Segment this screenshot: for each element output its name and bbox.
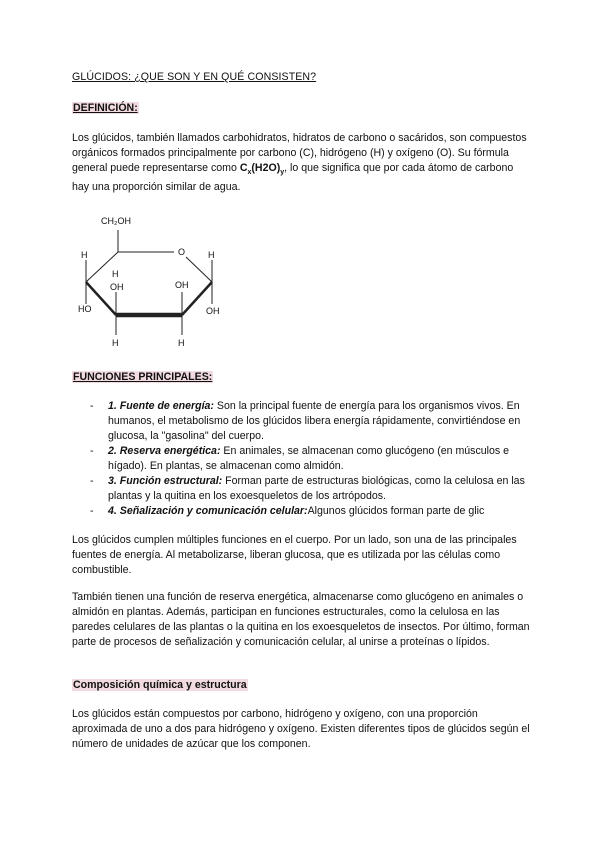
- list-bullet: -: [90, 400, 94, 412]
- funciones-heading: [72, 370, 213, 385]
- list-item: [90, 399, 535, 444]
- label-ch2oh: CH₂OH: [101, 216, 131, 226]
- label-h-bottom-right: H: [178, 338, 185, 348]
- list-item-term: 4. Señalización y comunicación celular:: [108, 505, 308, 517]
- list-item: [90, 504, 535, 519]
- list-bullet: -: [90, 445, 94, 457]
- composicion-paragraph: Los glúcidos están compuestos por carbono, hidrógeno y oxígeno, con una proporción aproximada de uno a dos para hidrógeno y oxígeno. Existen diferentes tipos de glúcidos según el número de unidades de azúcar que los componen.: [72, 708, 530, 750]
- label-h-bottom-left: H: [112, 338, 119, 348]
- definicion-paragraph: [72, 131, 532, 195]
- list-bullet: -: [90, 475, 94, 487]
- definicion-text-part-1: Los glúcidos, también llamados carbohidratos, hidratos de carbono o sacáridos, son compuestos orgánicos formados principalmente por carbono (C), hidrógeno (H) y oxígeno (O). Su fórmula general puede representarse como: [72, 132, 527, 174]
- formula-c: C: [239, 162, 248, 174]
- list-item-text: Forman parte de estructuras biológicas, como la celulosa en las plantas y la quitina en los exoesqueletos de los artrópodos.: [108, 475, 525, 502]
- definicion-text-part-2: , lo que significa que por cada átomo de carbono hay una proporción similar de agua.: [72, 162, 514, 194]
- label-h-inner: H: [112, 269, 119, 279]
- list-item: [90, 474, 535, 504]
- composicion-heading: [72, 678, 248, 693]
- funciones-list: [90, 399, 535, 519]
- formula-h2o: (H2O): [251, 162, 281, 174]
- composicion-heading-text: Composición química y estructura: [73, 679, 247, 691]
- reserva-paragraph: También tienen una función de reserva energética, almacenarse como glucógeno en animales o almidón en plantas. Además, participan en funciones estructurales, como la celulosa en las paredes celulares de las plantas o la quitina en los exoesqueletos de insectos. Por último, forman parte de procesos de señalización y comunicación celular, al unirse a proteínas o lípidos.: [72, 591, 530, 648]
- funciones-summary-paragraph: Los glúcidos cumplen múltiples funciones en el cuerpo. Por un lado, son una de las principales fuentes de energía. Al metabolizarse, liberan glucosa, que es utilizada por las células como combustible.: [72, 534, 517, 576]
- list-item-term: 1. Fuente de energía:: [108, 400, 214, 412]
- glucose-ring-diagram: [72, 208, 242, 360]
- formula-x: x: [247, 169, 252, 177]
- list-item-term: 3. Función estructural:: [108, 475, 223, 487]
- label-oh-c4: OH: [110, 282, 124, 292]
- list-item-text: Son la principal fuente de energía para los organismos vivos. En humanos, el metabolismo de los glúcidos libera energía rápidamente, convirtiéndose en glucosa, la "gasolina" del cuerpo.: [108, 400, 521, 442]
- document-title: GLÚCIDOS: ¿QUE SON Y EN QUÉ CONSISTEN?: [72, 71, 317, 83]
- definicion-heading-text: DEFINICIÓN:: [73, 102, 138, 114]
- label-oh-c3: OH: [175, 280, 189, 290]
- formula-y: y: [280, 169, 285, 177]
- label-ring-oxygen: O: [178, 247, 186, 257]
- list-item-term: 2. Reserva energética:: [108, 445, 221, 457]
- label-ho: HO: [78, 304, 92, 314]
- general-formula: [239, 162, 285, 177]
- list-bullet: -: [90, 505, 94, 517]
- label-h-left: H: [81, 250, 88, 260]
- list-item-text: En animales, se almacenan como glucógeno (en músculos e hígado). En plantas, se almacenan como almidón.: [108, 445, 510, 472]
- label-h-right: H: [208, 250, 215, 260]
- label-oh-right: OH: [206, 306, 220, 316]
- ring-bond-o-c1: [186, 257, 212, 282]
- definicion-heading: [72, 101, 139, 116]
- funciones-heading-text: FUNCIONES PRINCIPALES:: [73, 371, 213, 383]
- list-item-text: Algunos glúcidos forman parte de glic: [307, 505, 485, 517]
- list-item: [90, 444, 535, 474]
